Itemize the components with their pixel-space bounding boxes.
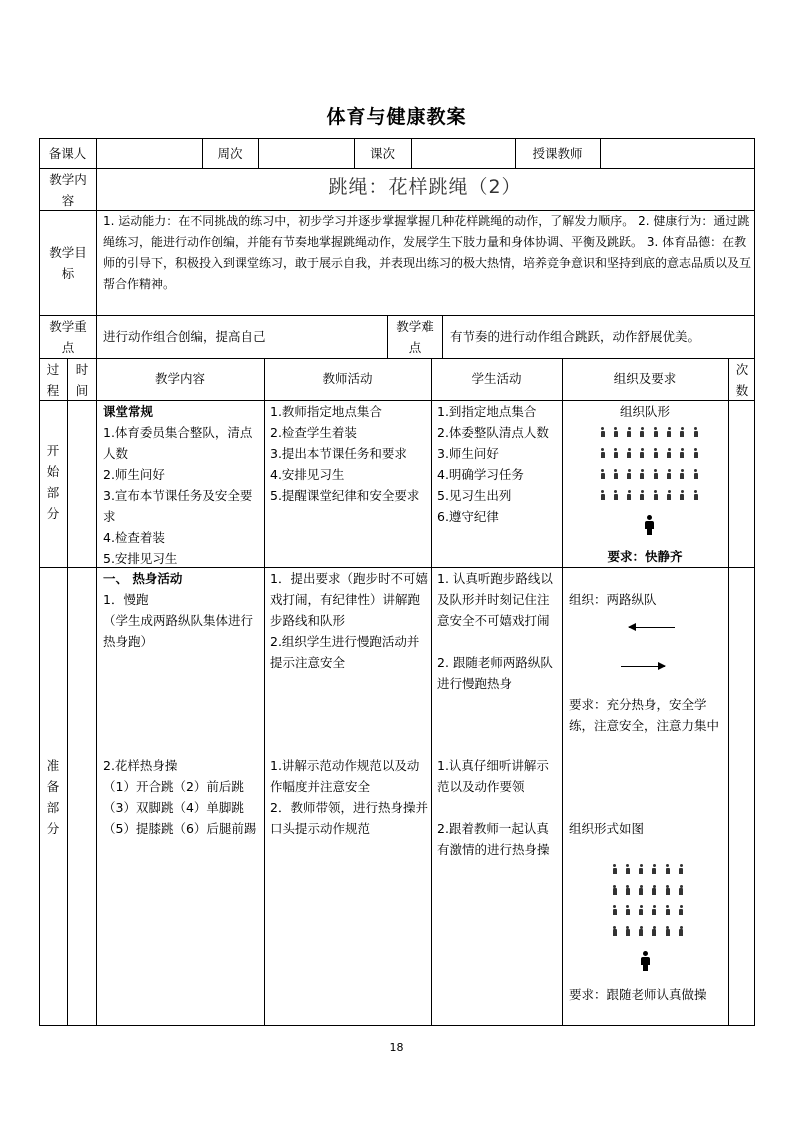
start-student-item: 5.见习生出列 [437, 488, 512, 503]
jog-student-item: 2. 跟随老师两路纵队进行慢跑热身 [437, 655, 553, 691]
key-point-text: 进行动作组合创编，提高自己 [103, 329, 266, 344]
col-content: 教学内容 [154, 371, 205, 386]
student-figure-icon [693, 469, 698, 479]
exercise-student-item: 1.认真仔细听讲解示范以及动作要领 [437, 758, 549, 794]
student-figure-icon [639, 905, 644, 915]
student-figure-icon [640, 469, 645, 479]
student-figure-icon [625, 905, 630, 915]
student-figure-icon [667, 469, 672, 479]
student-figure-icon [612, 864, 617, 874]
preparer-label: 备课人 [48, 146, 87, 161]
student-figure-icon [627, 427, 632, 437]
student-figure-icon [665, 885, 670, 895]
student-figure-icon [680, 490, 685, 500]
student-figure-icon [667, 427, 672, 437]
lesson-plan-table [39, 138, 755, 1026]
jog-org: 组织：两路纵队 [569, 592, 657, 607]
arrow-right-icon [621, 666, 665, 667]
jog-student-item: 1. 认真听跑步路线以及队形并时刻记住注意安全不可嬉戏打闹 [437, 571, 553, 628]
student-figure-icon [612, 926, 617, 936]
phase-start: 开始部分 [46, 443, 60, 521]
page-number: 18 [389, 1041, 404, 1054]
lesson-number-label: 课次 [369, 146, 395, 161]
student-figure-icon [665, 864, 670, 874]
arrow-left-icon [629, 627, 675, 628]
student-figure-icon [639, 926, 644, 936]
goals-text: 1. 运动能力：在不同挑战的练习中，初步学习并逐步掌握掌握几种花样跳绳的动作，了解发力顺序。 2. 健康行为：通过跳绳练习，能进行动作创编，并能有节奏地掌握跳绳动作，发展学生下肢力量和身体协调、平衡及跳跃。 3. 体育品德：在教师的引导下，积极投入到课堂练习，敢于展示自我，并表现出练习的极大热情，培养竞争意识和坚持到底的意志品质以及互帮合作精神。 [103, 214, 752, 291]
exercise-teacher-item: 2．教师带领，进行热身操并口头提示动作规范 [270, 800, 428, 836]
student-figure-icon [693, 490, 698, 500]
student-figure-icon [640, 427, 645, 437]
start-student-item: 1.到指定地点集合 [437, 404, 537, 419]
start-org-requirement: 要求：快静齐 [607, 549, 683, 564]
student-figure-icon [680, 469, 685, 479]
exercise-title: 2.花样热身操 [103, 758, 178, 773]
exercise-org: 组织形式如图 [569, 821, 645, 836]
student-figure-icon [639, 864, 644, 874]
col-process: 过程 [46, 362, 60, 398]
student-figure-icon [679, 864, 684, 874]
student-figure-icon [600, 469, 605, 479]
jog-teacher-item: 1．提出要求（跑步时不可嬉戏打闹，有纪律性）讲解跑步路线和队形 [270, 571, 428, 628]
difficulty-text: 有节奏的进行动作组合跳跃，动作舒展优美。 [450, 329, 701, 344]
jog-description: （学生成两路纵队集体进行热身跑） [103, 613, 254, 649]
student-figure-icon [625, 885, 630, 895]
student-figure-icon [665, 905, 670, 915]
exercise-requirement: 要求：跟随老师认真做操 [569, 987, 707, 1002]
student-figure-icon [680, 448, 685, 458]
week-label: 周次 [217, 146, 243, 161]
student-figure-icon [627, 469, 632, 479]
key-point-label: 教学重点 [49, 319, 87, 355]
start-content-item: 1.体育委员集合整队，清点人数 [103, 425, 253, 461]
start-teacher-item: 2.检查学生着装 [270, 425, 357, 440]
student-figure-icon [680, 427, 685, 437]
student-figure-icon [679, 885, 684, 895]
student-figure-icon [640, 448, 645, 458]
start-teacher-item: 5.提醒课堂纪律和安全要求 [270, 488, 420, 503]
student-figure-icon [667, 490, 672, 500]
student-figure-icon [653, 490, 658, 500]
start-student-item: 4.明确学习任务 [437, 467, 524, 482]
start-student-item: 2.体委整队清点人数 [437, 425, 549, 440]
goals-label: 教学目标 [49, 245, 87, 281]
student-figure-icon [639, 885, 644, 895]
exercise-item: （3）双脚跳（4）单脚跳 [103, 800, 244, 815]
student-figure-icon [653, 469, 658, 479]
col-count: 次数 [735, 362, 749, 398]
exercise-teacher-item: 1.讲解示范动作规范以及动作幅度并注意安全 [270, 758, 420, 794]
start-student-item: 6.遵守纪律 [437, 509, 499, 524]
student-figure-icon [625, 926, 630, 936]
start-content-title: 课堂常规 [103, 404, 154, 419]
student-figure-icon [653, 448, 658, 458]
teacher-figure-icon [640, 951, 650, 971]
col-teacher: 教师活动 [322, 371, 373, 386]
student-figure-icon [613, 469, 618, 479]
student-figure-icon [652, 885, 657, 895]
col-student: 学生活动 [471, 371, 522, 386]
jog-title: 1．慢跑 [103, 592, 149, 607]
content-label: 教学内容 [49, 172, 87, 208]
teacher-label: 授课教师 [532, 146, 583, 161]
warmup-title: 一、 热身活动 [103, 571, 183, 586]
student-figure-icon [665, 926, 670, 936]
start-teacher-item: 3.提出本节课任务和要求 [270, 446, 407, 461]
start-teacher-item: 1.教师指定地点集合 [270, 404, 382, 419]
teacher-figure-icon [644, 515, 654, 535]
col-time: 时间 [75, 362, 89, 398]
exercise-item: （1）开合跳（2）前后跳 [103, 779, 244, 794]
student-figure-icon [612, 885, 617, 895]
student-figure-icon [679, 905, 684, 915]
exercise-student-item: 2.跟着教师一起认真有激情的进行热身操 [437, 821, 550, 857]
student-figure-icon [613, 448, 618, 458]
start-content-item: 3.宣布本节课任务及安全要求 [103, 488, 253, 524]
lesson-topic: 跳绳：花样跳绳（2） [328, 176, 522, 198]
student-figure-icon [613, 490, 618, 500]
student-figure-icon [693, 448, 698, 458]
student-figure-icon [612, 905, 617, 915]
student-figure-icon [652, 905, 657, 915]
student-figure-icon [627, 448, 632, 458]
student-figure-icon [600, 448, 605, 458]
student-figure-icon [652, 864, 657, 874]
student-figure-icon [667, 448, 672, 458]
start-content-item: 4.检查着装 [103, 530, 165, 545]
exercise-item: （5）提膝跳（6）后腿前踢 [103, 821, 257, 836]
start-teacher-item: 4.安排见习生 [270, 467, 345, 482]
student-figure-icon [653, 427, 658, 437]
student-figure-icon [679, 926, 684, 936]
jog-requirement: 要求：充分热身，安全学练，注意安全，注意力集中 [569, 697, 720, 733]
student-figure-icon [600, 427, 605, 437]
student-figure-icon [640, 490, 645, 500]
student-figure-icon [625, 864, 630, 874]
student-figure-icon [627, 490, 632, 500]
start-student-item: 3.师生问好 [437, 446, 499, 461]
student-figure-icon [693, 427, 698, 437]
jog-teacher-item: 2.组织学生进行慢跑活动并提示注意安全 [270, 634, 420, 670]
student-figure-icon [613, 427, 618, 437]
difficulty-label: 教学难点 [396, 319, 434, 355]
student-figure-icon [652, 926, 657, 936]
start-content-item: 2.师生问好 [103, 467, 165, 482]
col-organization: 组织及要求 [613, 371, 677, 386]
phase-prep: 准备部分 [46, 758, 60, 836]
start-content-item: 5.安排见习生 [103, 551, 178, 566]
document-title: 体育与健康教案 [326, 106, 467, 128]
student-figure-icon [600, 490, 605, 500]
start-org-title: 组织队形 [619, 404, 670, 419]
